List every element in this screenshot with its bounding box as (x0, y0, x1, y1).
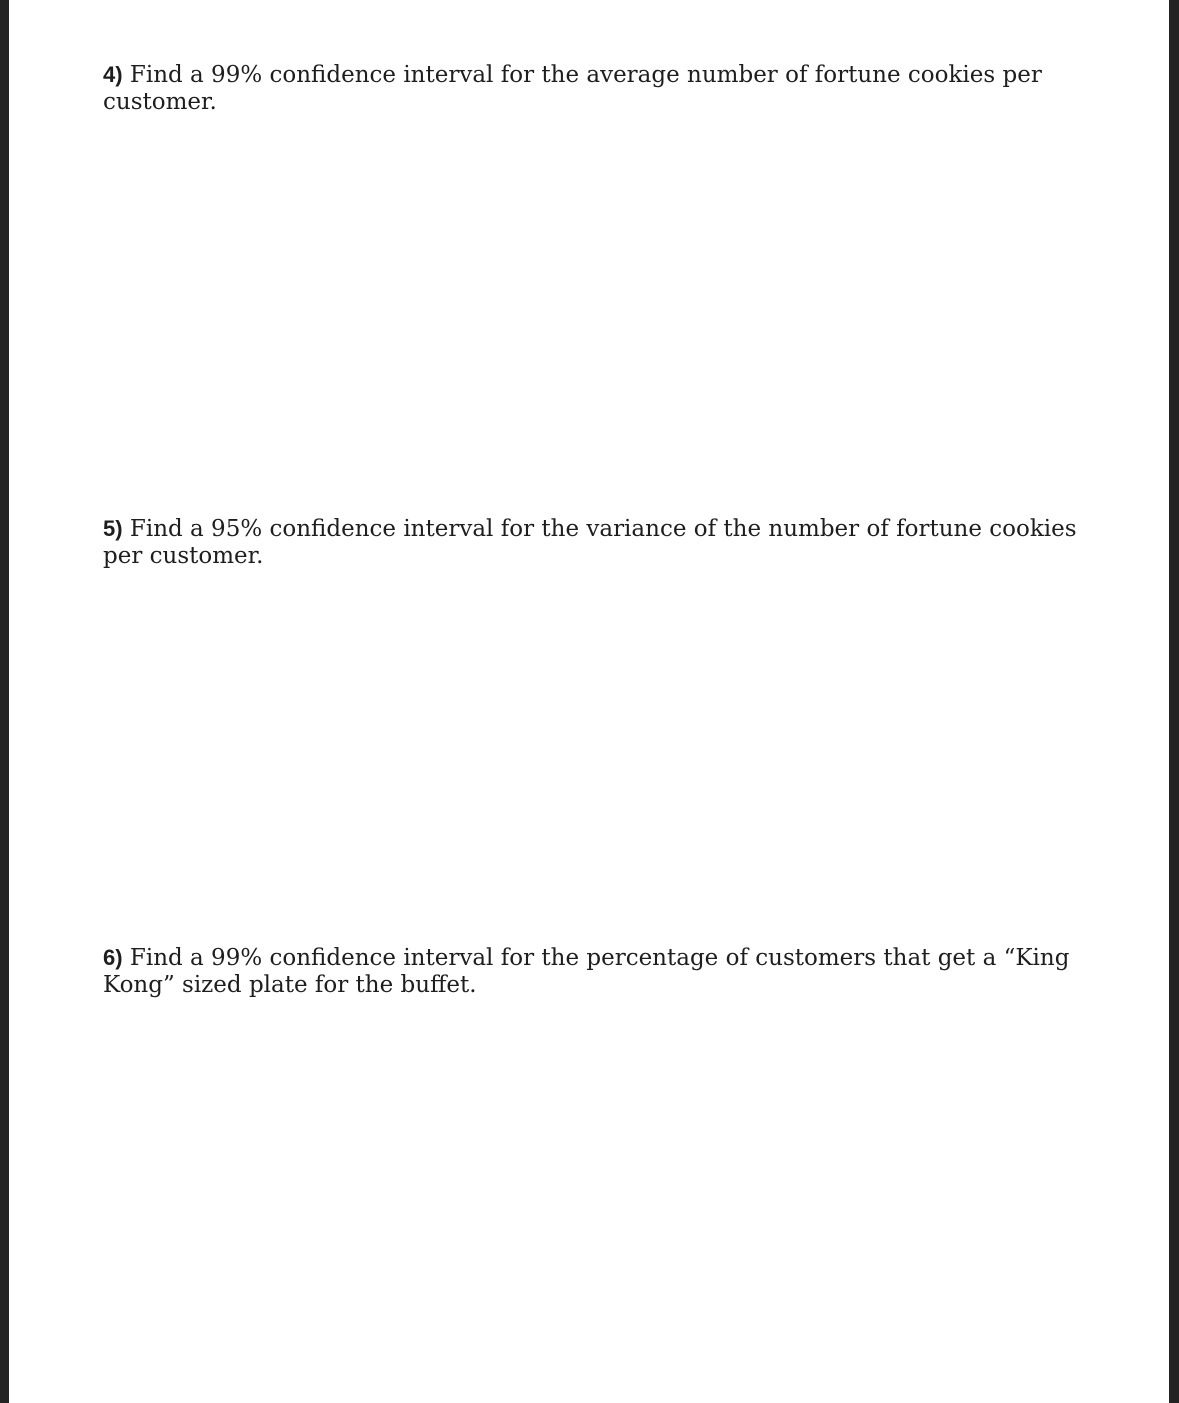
question-6-number: 6) (103, 945, 123, 970)
question-6-text: Find a 99% confidence interval for the percentage of customers that get a “King Kong” sized plate for the buffet. (103, 945, 1070, 998)
question-4 (103, 61, 1113, 116)
question-5-text: Find a 95% confidence interval for the variance of the number of fortune cookies per customer. (103, 516, 1077, 569)
question-5-number: 5) (103, 516, 123, 541)
question-4-text: Find a 99% confidence interval for the average number of fortune cookies per customer. (103, 62, 1042, 115)
question-4-number: 4) (103, 62, 123, 87)
document-page (9, 0, 1169, 1403)
question-5 (103, 515, 1113, 570)
question-6 (103, 944, 1113, 999)
